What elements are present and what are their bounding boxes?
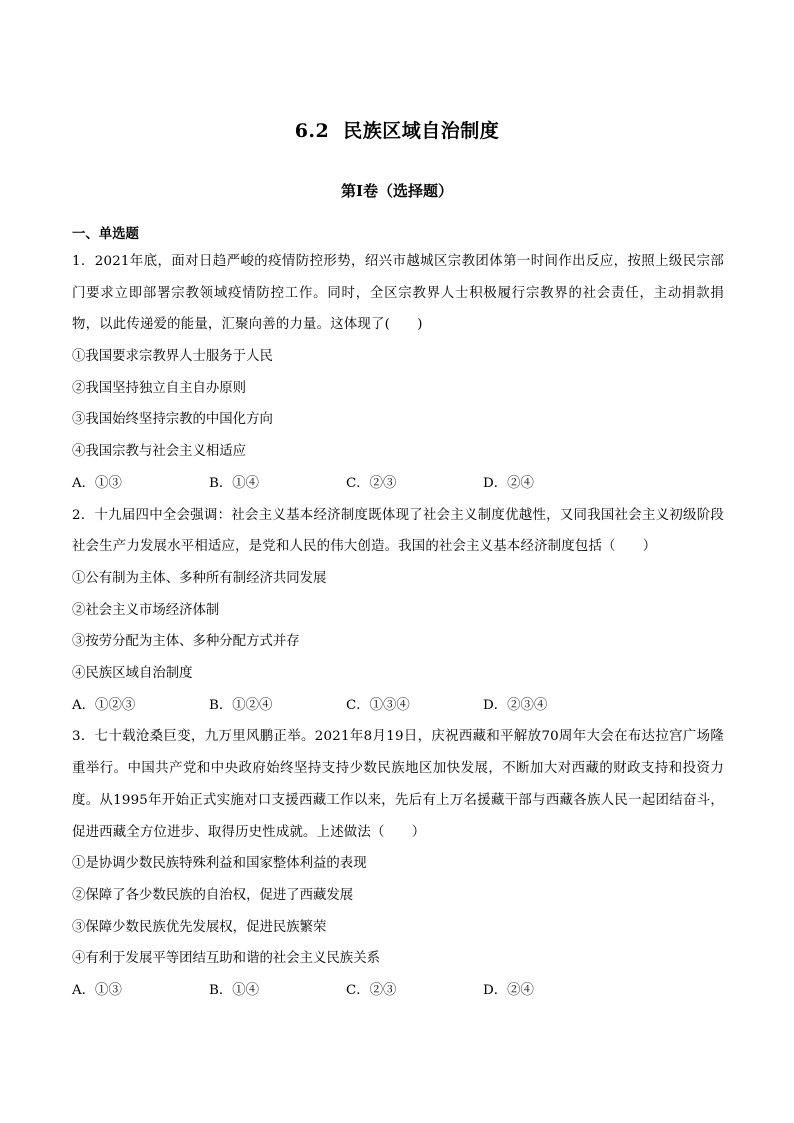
- choice-a[interactable]: A．①②③: [72, 697, 136, 713]
- choice-d[interactable]: D．②③④: [483, 697, 548, 713]
- choice-c[interactable]: C．②③: [346, 475, 397, 491]
- answer-choices: [72, 468, 724, 500]
- statement-option: ③我国始终坚持宗教的中国化方向: [72, 412, 273, 428]
- question-list: [72, 220, 724, 1007]
- document-title: [0, 116, 794, 143]
- statement-option: ④民族区域自治制度: [72, 666, 193, 682]
- title-number: 6.2: [294, 120, 330, 142]
- section-heading: 一、单选题: [72, 226, 139, 242]
- choice-b[interactable]: B．①②④: [209, 697, 273, 713]
- answer-choices: [72, 975, 724, 1007]
- choice-b[interactable]: B．①④: [209, 982, 260, 998]
- choice-c[interactable]: C．②③: [346, 982, 397, 998]
- statement-option: ②我国坚持独立自主自办原则: [72, 380, 247, 396]
- choice-d[interactable]: D．②④: [483, 475, 534, 491]
- choice-d[interactable]: D．②④: [483, 982, 534, 998]
- statement-option: ②保障了各少数民族的自治权，促进了西藏发展: [72, 887, 354, 903]
- statement-option: ③保障少数民族优先发展权，促进民族繁荣: [72, 919, 327, 935]
- question-1: [72, 246, 724, 500]
- question-stem: 3．七十载沧桑巨变，九万里风鹏正举。2021年8月19日，庆祝西藏和平解放70周年大会在布达拉宫广场隆重举行。中国共产党和中央政府始终坚持支持少数民族地区加快发展，不断加大对西藏的财政支持和投资力度。从1995年开始正式实施对口支援西藏工作以来，先后有上万名援藏干部与西藏各族人民一起团结奋斗，促进西藏全方位进步、取得历史性成就。上述做法（ ）: [72, 729, 724, 840]
- question-stem: 2．十九届四中全会强调：社会主义基本经济制度既体现了社会主义制度优越性，又同我国社会主义初级阶段社会生产力发展水平相适应，是党和人民的伟大创造。我国的社会主义基本经济制度包括（ ）: [72, 507, 724, 555]
- volume-heading: 第Ⅰ卷（选择题）: [340, 182, 454, 200]
- statement-option: ①我国要求宗教界人士服务于人民: [72, 349, 273, 365]
- statement-option: ④有利于发展平等团结互助和谐的社会主义民族关系: [72, 951, 380, 967]
- choice-a[interactable]: A．①③: [72, 475, 122, 491]
- statement-option: ②社会主义市场经济体制: [72, 602, 220, 618]
- question-3: [72, 721, 724, 1006]
- choice-a[interactable]: A．①③: [72, 982, 122, 998]
- statement-option: ④我国宗教与社会主义相适应: [72, 444, 247, 460]
- statement-option: ①公有制为主体、多种所有制经济共同发展: [72, 570, 327, 586]
- question-stem: 1．2021年底，面对日趋严峻的疫情防控形势，绍兴市越城区宗教团体第一时间作出反应，按照上级民宗部门要求立即部署宗教领域疫情防控工作。同时，全区宗教界人士积极履行宗教界的社会责任，主动捐款捐物，以此传递爱的能量，汇聚向善的力量。这体现了( ): [72, 254, 724, 333]
- choice-b[interactable]: B．①④: [209, 475, 260, 491]
- statement-option: ①是协调少数民族特殊利益和国家整体利益的表现: [72, 856, 367, 872]
- title-text: 民族区域自治制度: [343, 120, 500, 142]
- choice-c[interactable]: C．①③④: [346, 697, 410, 713]
- question-2: [72, 500, 724, 722]
- statement-option: ③按劳分配为主体、多种分配方式并存: [72, 634, 300, 650]
- answer-choices: [72, 690, 724, 722]
